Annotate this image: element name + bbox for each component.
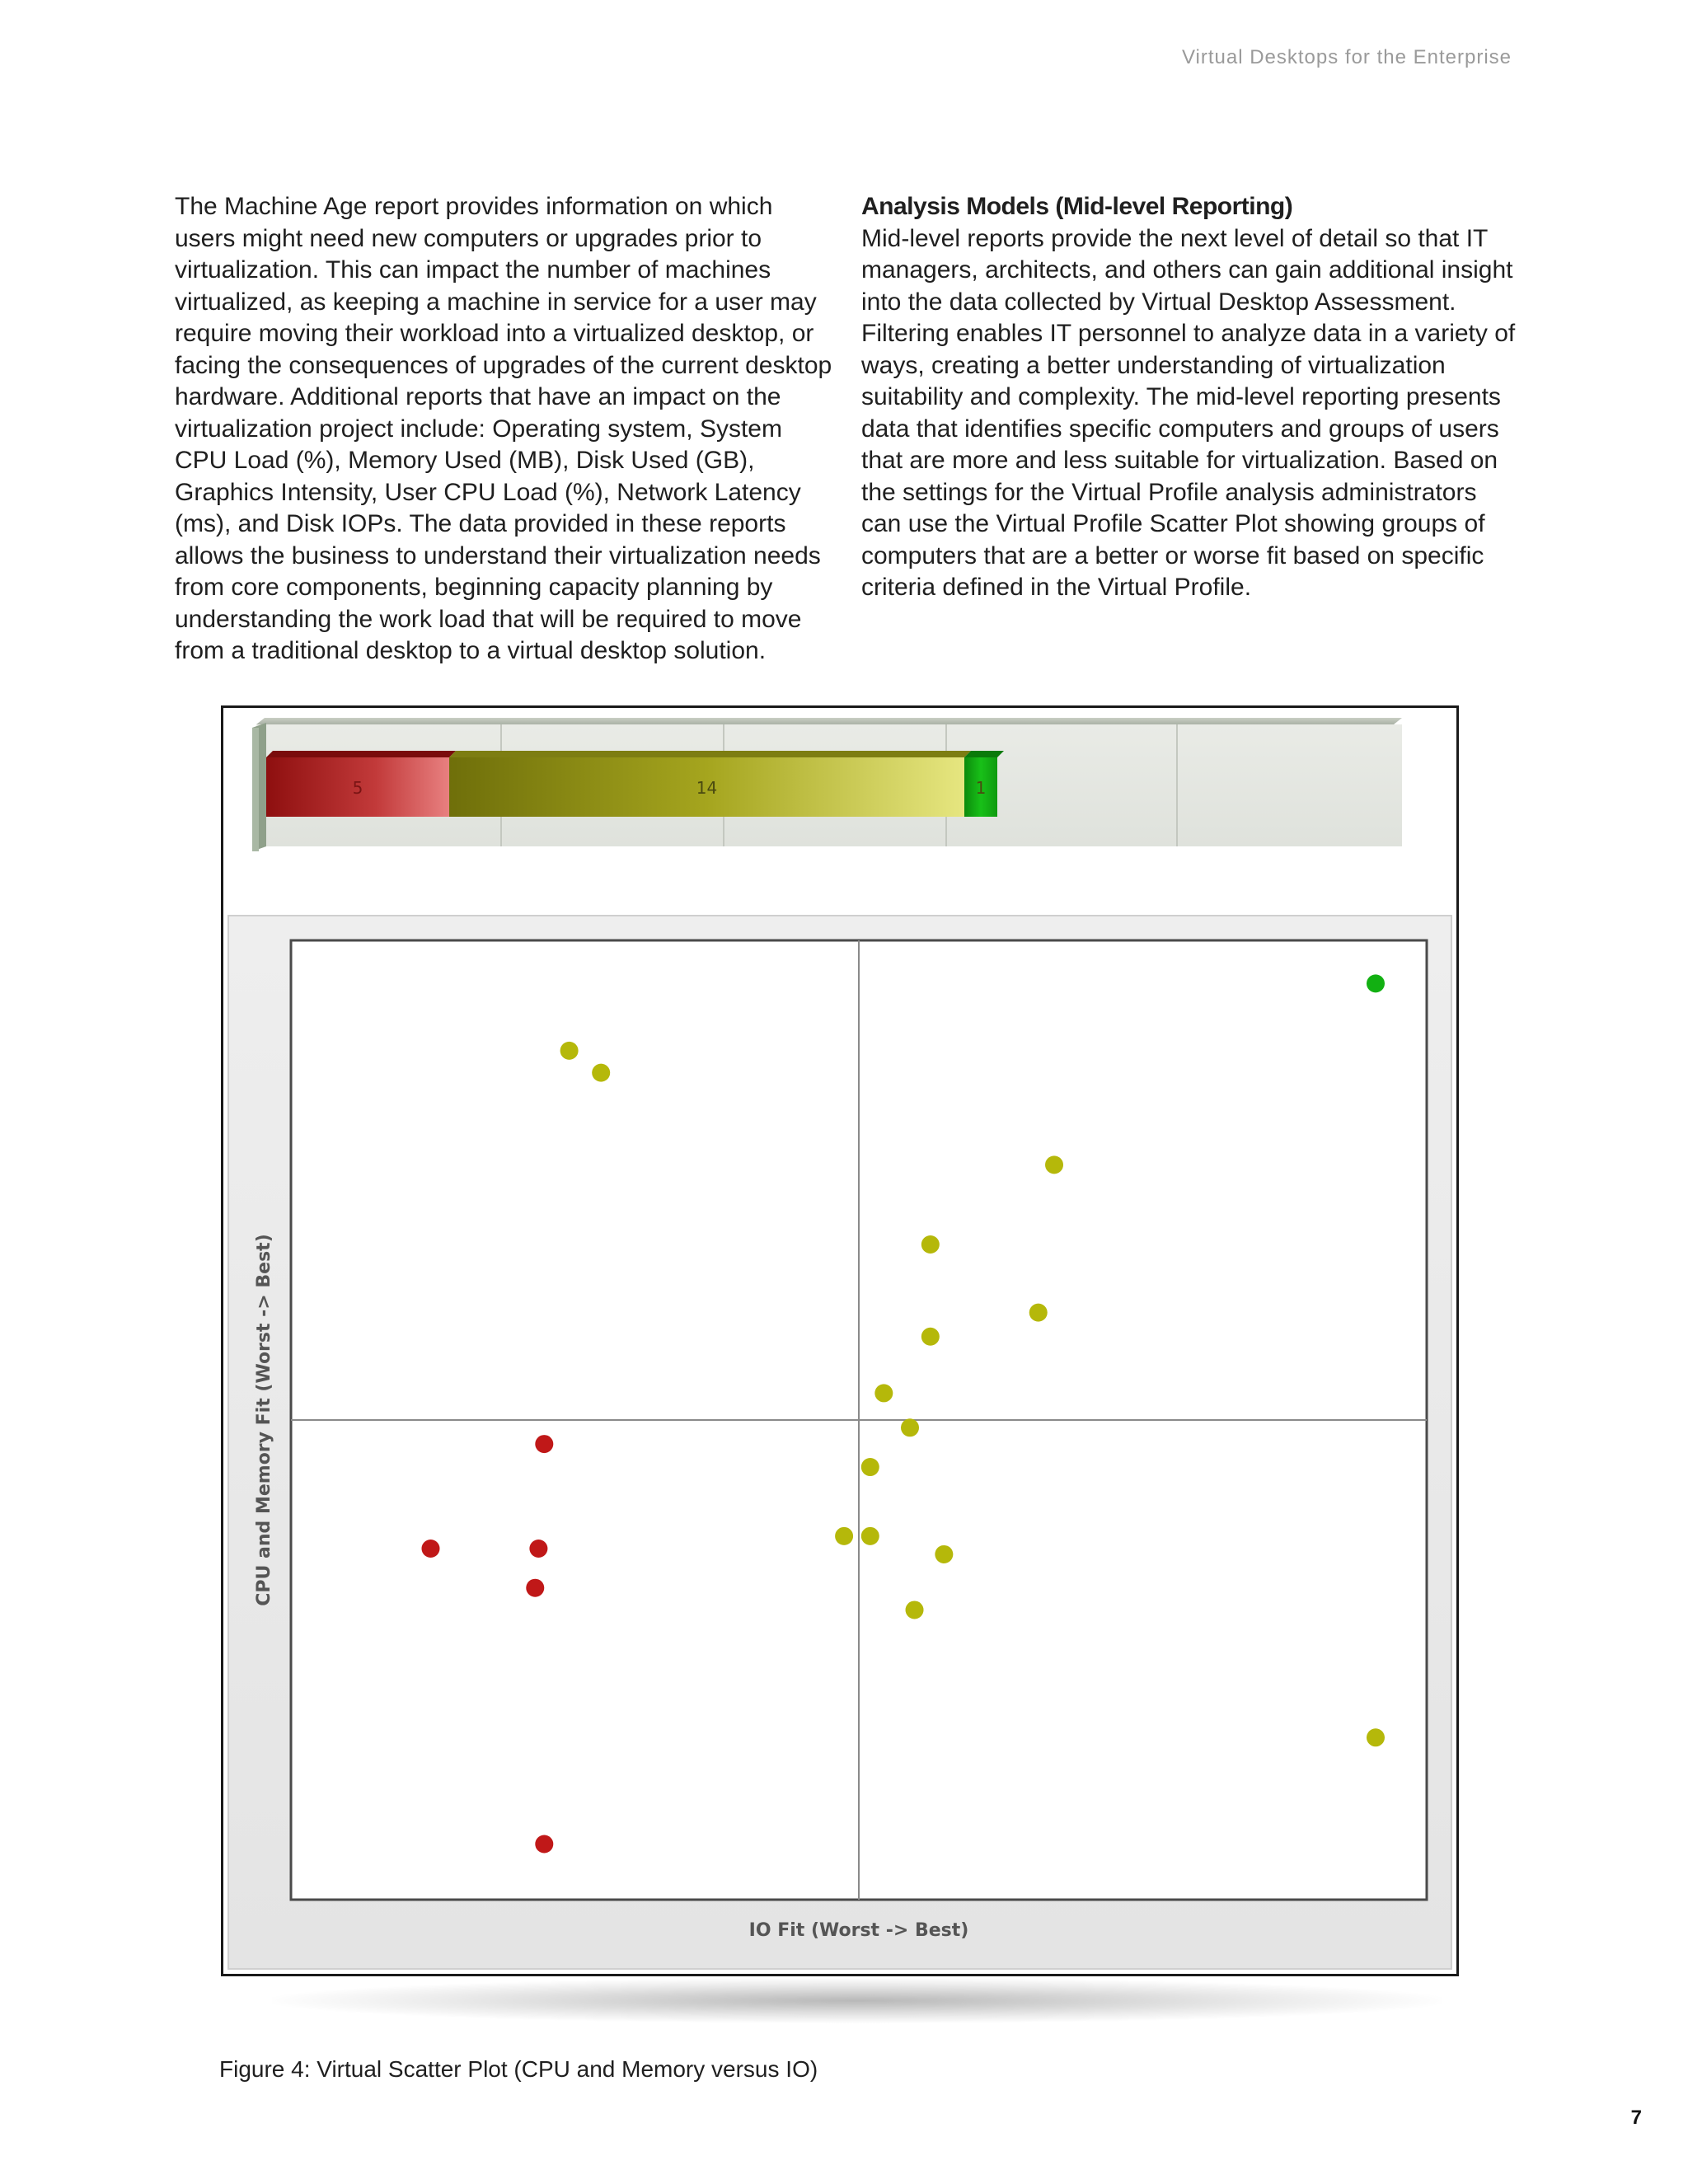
yellow-data-point: [592, 1064, 610, 1082]
bar-axis-post-face: [252, 728, 259, 851]
yellow-data-point: [1029, 1304, 1048, 1322]
yellow-data-point: [874, 1384, 893, 1402]
red-data-point: [421, 1540, 439, 1558]
red-data-point: [535, 1835, 553, 1853]
red-data-point: [529, 1540, 547, 1558]
running-header: Virtual Desktops for the Enterprise: [1181, 46, 1512, 68]
left-column: [175, 191, 834, 668]
yellow-data-point: [901, 1418, 919, 1436]
yellow-data-point: [835, 1527, 853, 1545]
red-data-point: [535, 1435, 553, 1453]
section-heading: Analysis Models (Mid-level Reporting): [861, 193, 1293, 220]
yellow-data-point: [1367, 1728, 1385, 1746]
yellow-data-point: [935, 1545, 953, 1563]
bar-segment-top: [449, 751, 971, 757]
yellow-data-point: [921, 1328, 940, 1346]
bar-panel-top-bevel: [256, 718, 1402, 724]
yellow-data-point: [1045, 1155, 1063, 1174]
bar-segment-label: 14: [696, 778, 718, 798]
machine-age-paragraph: The Machine Age report provides information on which users might need new computers or upgrades prior to virtualization. This can impact the number of machines virtualized, as keeping a machine in service for a user may require moving their workload into a virtualized desktop, or facing the consequences of upgrades of the current desktop hardware. Additional reports that have an impact on the virtualization project include: Operating system, System CPU Load (%), Memory Used (MB), Disk Used (GB), Graphics Intensity, User CPU Load (%), Network Latency (ms), and Disk IOPs. The data provided in these reports allows the business to understand their virtualization needs from core components, beginning capacity planning by understanding the work load that will be required to move from a traditional desktop to a virtual desktop solution.: [175, 193, 832, 664]
green-data-point: [1367, 974, 1385, 992]
yellow-data-point: [921, 1235, 940, 1254]
y-axis-label: CPU and Memory Fit (Worst -> Best): [254, 1234, 274, 1606]
yellow-data-point: [861, 1527, 879, 1545]
summary-bar-panel: [252, 718, 1402, 851]
page-number: 7: [1630, 2107, 1642, 2129]
yellow-data-point: [906, 1601, 924, 1619]
red-data-point: [526, 1579, 544, 1597]
figure-frame: [221, 705, 1459, 1976]
bar-segment-label: 5: [352, 778, 363, 798]
analysis-models-paragraph: Mid-level reports provide the next level of detail so that IT managers, architects, and others can gain additional insight into the data collected by Virtual Desktop Assessment. Filtering enables IT personnel to analyze data in a variety of ways, creating a better understanding of virtualization suitability and complexity. The mid-level reporting presents data that identifies specific computers and groups of users that are more and less suitable for virtualization. Based on the settings for the Virtual Profile analysis administrators can use the Virtual Profile Scatter Plot showing groups of computers that are a better or worse fit based on specific criteria defined in the Virtual Profile.: [861, 224, 1516, 601]
figure-shadow: [272, 1978, 1442, 2023]
yellow-data-point: [560, 1042, 579, 1060]
yellow-data-point: [861, 1458, 879, 1476]
stacked-bar: [266, 751, 1004, 817]
bar-segment-top: [964, 751, 1004, 757]
figure-caption: Figure 4: Virtual Scatter Plot (CPU and Memory versus IO): [219, 2056, 818, 2082]
scatter-figure: [223, 708, 1456, 1974]
bar-segment-top: [266, 751, 456, 757]
right-column: [861, 191, 1521, 604]
bar-segment-label: 1: [975, 778, 987, 798]
x-axis-label: IO Fit (Worst -> Best): [748, 1920, 969, 1941]
